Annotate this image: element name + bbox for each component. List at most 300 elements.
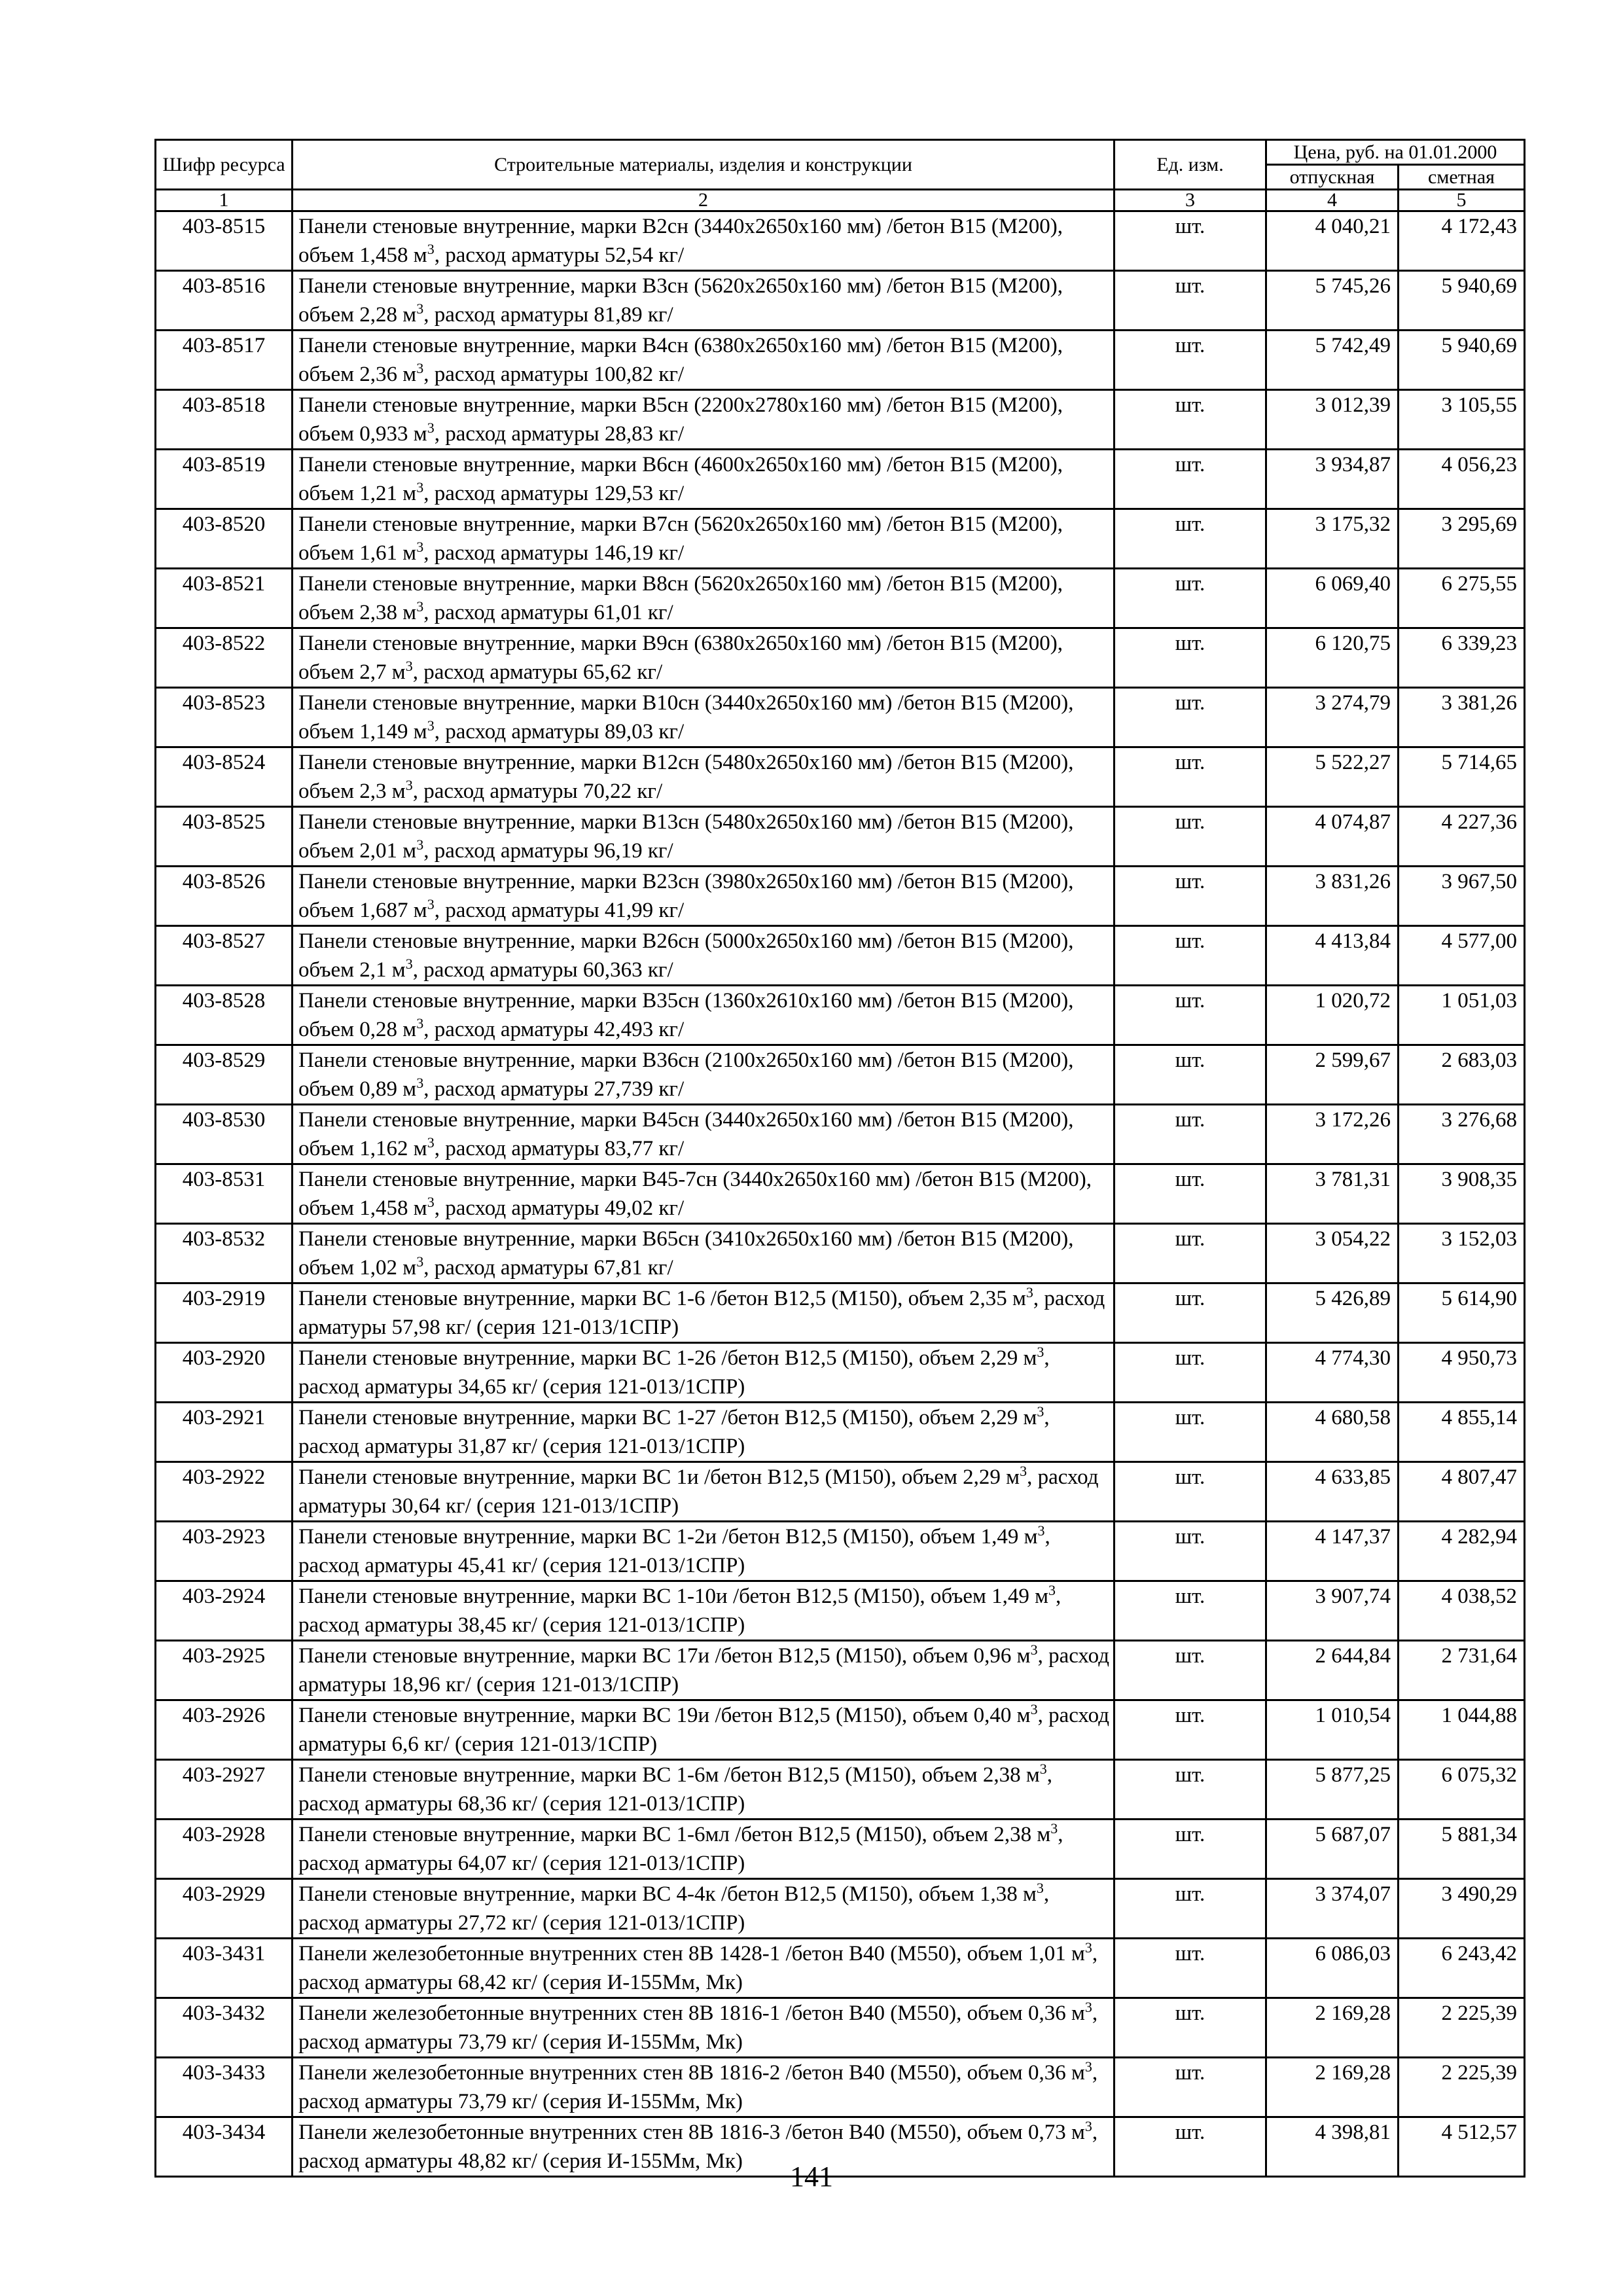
unit-of-measure: шт. [1115,1343,1266,1403]
price-estimate: 5 614,90 [1399,1283,1525,1343]
resource-code: 403-2929 [156,1879,293,1939]
page-number: 141 [790,2161,833,2193]
price-estimate: 3 105,55 [1399,390,1525,450]
material-description [293,331,1115,390]
price-release: 3 054,22 [1266,1224,1399,1283]
cubic-superscript: 3 [1048,1582,1056,1598]
table-row [156,1343,1525,1403]
description-text-tail: , расход арматуры 68,42 кг/ (серия И-155Мм, Мк) [298,1942,1098,1994]
unit-of-measure: шт. [1115,509,1266,569]
cubic-superscript: 3 [416,1253,424,1270]
description-text-tail: , расход арматуры 129,53 кг/ [423,482,685,505]
description-text-tail: , расход арматуры 67,81 кг/ [423,1256,673,1280]
unit-of-measure: шт. [1115,1045,1266,1105]
resource-code: 403-8530 [156,1105,293,1164]
price-estimate: 2 683,03 [1399,1045,1525,1105]
description-text: Панели стеновые внутренние, марки В13сн (5480х2650х160 мм) /бетон В15 (М200), объем 2,01 м [298,810,1074,863]
table-row [156,1820,1525,1879]
resource-code: 403-3432 [156,1998,293,2058]
description-text: Панели стеновые внутренние, марки В23сн (3980х2650х160 мм) /бетон В15 (М200), объем 1,687 м [298,870,1074,922]
resource-code: 403-3431 [156,1939,293,1998]
table-row [156,271,1525,331]
cubic-superscript: 3 [1020,1463,1027,1479]
material-description [293,807,1115,867]
price-estimate: 4 950,73 [1399,1343,1525,1403]
description-text: Панели стеновые внутренние, марки В5сн (2200х2780х160 мм) /бетон В15 (М200), объем 0,933 м [298,393,1063,446]
price-release: 4 398,81 [1266,2117,1399,2177]
table-row [156,807,1525,867]
description-text: Панели стеновые внутренние, марки В7сн (5620х2650х160 мм) /бетон В15 (М200), объем 1,61 м [298,512,1063,565]
cubic-superscript: 3 [405,658,413,674]
resource-code: 403-2922 [156,1462,293,1522]
unit-of-measure: шт. [1115,1403,1266,1462]
material-description [293,1343,1115,1403]
description-text: Панели стеновые внутренние, марки ВС 1-2и /бетон В12,5 (М150), объем 1,49 м [298,1525,1038,1549]
cubic-superscript: 3 [1037,1522,1045,1539]
description-text-tail: , расход арматуры 34,65 кг/ (серия 121-013/1СПР) [298,1346,1050,1399]
description-text: Панели стеновые внутренние, марки В8сн (5620х2650х160 мм) /бетон В15 (М200), объем 2,38 м [298,572,1063,624]
price-estimate: 2 731,64 [1399,1641,1525,1700]
description-text-tail: , расход арматуры 68,36 кг/ (серия 121-013/1СПР) [298,1763,1053,1816]
price-release: 3 374,07 [1266,1879,1399,1939]
price-estimate: 4 056,23 [1399,450,1525,509]
description-text: Панели стеновые внутренние, марки В2сн (3440х2650х160 мм) /бетон В15 (М200), объем 1,458 м [298,215,1063,267]
table-row [156,986,1525,1045]
material-description [293,450,1115,509]
description-text: Панели стеновые внутренние, марки В65сн (3410х2650х160 мм) /бетон В15 (М200), объем 1,02 м [298,1227,1074,1280]
description-text-tail: , расход арматуры 38,45 кг/ (серия 121-013/1СПР) [298,1585,1061,1637]
unit-of-measure: шт. [1115,2117,1266,2177]
description-text: Панели стеновые внутренние, марки ВС 1-10и /бетон В12,5 (М150), объем 1,49 м [298,1585,1049,1608]
description-text-tail: , расход арматуры 57,98 кг/ (серия 121-013/1СПР) [298,1287,1105,1339]
column-number: 2 [293,190,1115,211]
description-text-tail: , расход арматуры 27,72 кг/ (серия 121-013/1СПР) [298,1882,1050,1935]
cubic-superscript: 3 [405,956,413,972]
material-description [293,747,1115,807]
description-text-tail: , расход арматуры 6,6 кг/ (серия 121-013/1СПР) [298,1704,1110,1756]
price-estimate: 2 225,39 [1399,1998,1525,2058]
cubic-superscript: 3 [416,300,424,317]
unit-of-measure: шт. [1115,867,1266,926]
price-estimate: 5 714,65 [1399,747,1525,807]
resource-code: 403-8526 [156,867,293,926]
table-row [156,1105,1525,1164]
table-row [156,331,1525,390]
price-estimate: 3 908,35 [1399,1164,1525,1224]
description-text-tail: , расход арматуры 31,87 кг/ (серия 121-013/1СПР) [298,1406,1050,1458]
table-row [156,688,1525,747]
material-description [293,1403,1115,1462]
price-release: 4 633,85 [1266,1462,1399,1522]
header-price-release: отпускная [1266,165,1399,190]
material-description [293,926,1115,986]
table-row [156,926,1525,986]
resource-code: 403-8524 [156,747,293,807]
cubic-superscript: 3 [1037,1344,1044,1360]
description-text-tail: , расход арматуры 65,62 кг/ [412,660,663,684]
table-row [156,450,1525,509]
price-release: 5 745,26 [1266,271,1399,331]
price-estimate: 3 381,26 [1399,688,1525,747]
cubic-superscript: 3 [427,420,435,436]
unit-of-measure: шт. [1115,1105,1266,1164]
description-text-tail: , расход арматуры 60,363 кг/ [412,958,673,982]
table-body [156,211,1525,2177]
price-release: 3 934,87 [1266,450,1399,509]
description-text: Панели стеновые внутренние, марки ВС 1-27 /бетон В12,5 (М150), объем 2,29 м [298,1406,1037,1429]
unit-of-measure: шт. [1115,390,1266,450]
material-description [293,1641,1115,1700]
material-description [293,390,1115,450]
cubic-superscript: 3 [416,360,424,376]
cubic-superscript: 3 [427,1134,435,1151]
price-estimate: 3 967,50 [1399,867,1525,926]
description-text-tail: , расход арматуры 52,54 кг/ [434,243,685,267]
resource-code: 403-8523 [156,688,293,747]
unit-of-measure: шт. [1115,1641,1266,1700]
description-text-tail: , расход арматуры 42,493 кг/ [423,1018,685,1041]
header-price-estimate: сметная [1399,165,1525,190]
description-text: Панели стеновые внутренние, марки В9сн (6380х2650х160 мм) /бетон В15 (М200), объем 2,7 м [298,632,1063,684]
price-estimate: 4 038,52 [1399,1581,1525,1641]
unit-of-measure: шт. [1115,926,1266,986]
unit-of-measure: шт. [1115,2058,1266,2117]
resource-code: 403-8518 [156,390,293,450]
material-description [293,1164,1115,1224]
resource-code: 403-2919 [156,1283,293,1343]
resource-code: 403-8532 [156,1224,293,1283]
material-description [293,1522,1115,1581]
description-text: Панели стеновые внутренние, марки ВС 4-4к /бетон В12,5 (М150), объем 1,38 м [298,1882,1037,1906]
material-description [293,569,1115,628]
unit-of-measure: шт. [1115,271,1266,331]
resource-code: 403-8531 [156,1164,293,1224]
price-estimate: 3 152,03 [1399,1224,1525,1283]
price-release: 3 012,39 [1266,390,1399,450]
description-text: Панели стеновые внутренние, марки В45сн (3440х2650х160 мм) /бетон В15 (М200), объем 1,162 м [298,1108,1074,1160]
price-release: 3 831,26 [1266,867,1399,926]
description-text: Панели железобетонные внутренних стен 8В 1816-3 /бетон В40 (М550), объем 0,73 м [298,2121,1085,2144]
table-row [156,1164,1525,1224]
resource-code: 403-8522 [156,628,293,688]
cubic-superscript: 3 [1037,1403,1044,1420]
material-description [293,1760,1115,1820]
description-text-tail: , расход арматуры 49,02 кг/ [434,1196,685,1220]
header-name: Строительные материалы, изделия и конструкции [293,140,1115,190]
table-row [156,1581,1525,1641]
unit-of-measure: шт. [1115,1879,1266,1939]
price-release: 3 907,74 [1266,1581,1399,1641]
material-description [293,1045,1115,1105]
unit-of-measure: шт. [1115,1164,1266,1224]
unit-of-measure: шт. [1115,1581,1266,1641]
price-estimate: 4 577,00 [1399,926,1525,986]
price-estimate: 5 940,69 [1399,331,1525,390]
price-release: 3 274,79 [1266,688,1399,747]
price-estimate: 4 512,57 [1399,2117,1525,2177]
price-estimate: 1 051,03 [1399,986,1525,1045]
table-row [156,1879,1525,1939]
description-text-tail: , расход арматуры 45,41 кг/ (серия 121-013/1СПР) [298,1525,1050,1577]
column-number: 4 [1266,190,1399,211]
price-release: 6 120,75 [1266,628,1399,688]
unit-of-measure: шт. [1115,1939,1266,1998]
material-description [293,1462,1115,1522]
description-text-tail: , расход арматуры 73,79 кг/ (серия И-155Мм, Мк) [298,2061,1098,2113]
cubic-superscript: 3 [1084,1999,1092,2015]
cubic-superscript: 3 [1030,1641,1038,1658]
price-release: 2 644,84 [1266,1641,1399,1700]
unit-of-measure: шт. [1115,1820,1266,1879]
material-description [293,1879,1115,1939]
unit-of-measure: шт. [1115,1700,1266,1760]
description-text-tail: , расход арматуры 41,99 кг/ [434,899,685,922]
material-description [293,1700,1115,1760]
price-release: 5 522,27 [1266,747,1399,807]
price-release: 4 147,37 [1266,1522,1399,1581]
price-estimate: 3 276,68 [1399,1105,1525,1164]
material-description [293,211,1115,271]
price-release: 1 020,72 [1266,986,1399,1045]
unit-of-measure: шт. [1115,688,1266,747]
table-row [156,867,1525,926]
table-row [156,1700,1525,1760]
unit-of-measure: шт. [1115,1522,1266,1581]
material-description [293,271,1115,331]
description-text-tail: , расход арматуры 81,89 кг/ [423,303,673,327]
price-estimate: 6 243,42 [1399,1939,1525,1998]
description-text-tail: , расход арматуры 61,01 кг/ [423,601,673,624]
table-row [156,1641,1525,1700]
material-description [293,1105,1115,1164]
price-estimate: 2 225,39 [1399,2058,1525,2117]
price-release: 5 426,89 [1266,1283,1399,1343]
resource-code: 403-2920 [156,1343,293,1403]
price-estimate: 5 881,34 [1399,1820,1525,1879]
description-text: Панели стеновые внутренние, марки В3сн (5620х2650х160 мм) /бетон В15 (М200), объем 2,28 м [298,274,1063,327]
price-release: 1 010,54 [1266,1700,1399,1760]
header-price-group: Цена, руб. на 01.01.2000 [1266,140,1525,165]
description-text: Панели железобетонные внутренних стен 8В 1428-1 /бетон В40 (М550), объем 1,01 м [298,1942,1085,1965]
material-description [293,867,1115,926]
price-sheet [154,139,1524,2178]
header-unit: Ед. изм. [1115,140,1266,190]
price-estimate: 4 282,94 [1399,1522,1525,1581]
price-release: 4 040,21 [1266,211,1399,271]
table-row [156,1522,1525,1581]
cubic-superscript: 3 [1050,1820,1058,1837]
price-release: 5 877,25 [1266,1760,1399,1820]
price-release: 2 169,28 [1266,2058,1399,2117]
resource-code: 403-8520 [156,509,293,569]
description-text-tail: , расход арматуры 30,64 кг/ (серия 121-013/1СПР) [298,1465,1099,1518]
material-description [293,509,1115,569]
description-text: Панели стеновые внутренние, марки ВС 1-6 /бетон В12,5 (М150), объем 2,35 м [298,1287,1026,1310]
description-text-tail: , расход арматуры 146,19 кг/ [423,541,685,565]
price-release: 6 069,40 [1266,569,1399,628]
unit-of-measure: шт. [1115,450,1266,509]
description-text: Панели стеновые внутренние, марки ВС 1-26 /бетон В12,5 (М150), объем 2,29 м [298,1346,1037,1370]
resource-code: 403-2924 [156,1581,293,1641]
unit-of-measure: шт. [1115,747,1266,807]
price-estimate: 4 855,14 [1399,1403,1525,1462]
unit-of-measure: шт. [1115,1998,1266,2058]
material-description [293,1581,1115,1641]
table-row [156,1939,1525,1998]
cubic-superscript: 3 [416,1015,424,1031]
description-text-tail: , расход арматуры 83,77 кг/ [434,1137,685,1160]
description-text: Панели железобетонные внутренних стен 8В 1816-2 /бетон В40 (М550), объем 0,36 м [298,2061,1085,2085]
resource-code: 403-8528 [156,986,293,1045]
unit-of-measure: шт. [1115,211,1266,271]
table-row [156,1998,1525,2058]
price-estimate: 4 807,47 [1399,1462,1525,1522]
price-release: 6 086,03 [1266,1939,1399,1998]
table-row [156,569,1525,628]
cubic-superscript: 3 [416,836,424,853]
price-release: 3 175,32 [1266,509,1399,569]
description-text: Панели железобетонные внутренних стен 8В 1816-1 /бетон В40 (М550), объем 0,36 м [298,2001,1085,2025]
description-text-tail: , расход арматуры 70,22 кг/ [412,780,663,803]
resource-code: 403-3433 [156,2058,293,2117]
resource-code: 403-8515 [156,211,293,271]
resource-code: 403-8517 [156,331,293,390]
resource-code: 403-2927 [156,1760,293,1820]
price-estimate: 3 490,29 [1399,1879,1525,1939]
resource-code: 403-2928 [156,1820,293,1879]
material-description [293,2058,1115,2117]
cubic-superscript: 3 [1036,1880,1044,1896]
resource-code: 403-2923 [156,1522,293,1581]
cubic-superscript: 3 [416,1075,424,1091]
materials-price-table [154,139,1525,2178]
table-row [156,2058,1525,2117]
resource-code: 403-3434 [156,2117,293,2177]
description-text: Панели стеновые внутренние, марки ВС 1-6мл /бетон В12,5 (М150), объем 2,38 м [298,1823,1051,1846]
cubic-superscript: 3 [416,479,424,495]
cubic-superscript: 3 [427,896,435,912]
unit-of-measure: шт. [1115,807,1266,867]
table-row [156,1760,1525,1820]
description-text: Панели стеновые внутренние, марки ВС 1и /бетон В12,5 (М150), объем 2,29 м [298,1465,1020,1489]
unit-of-measure: шт. [1115,331,1266,390]
cubic-superscript: 3 [405,777,413,793]
price-estimate: 3 295,69 [1399,509,1525,569]
description-text: Панели стеновые внутренние, марки ВС 19и /бетон В12,5 (М150), объем 0,40 м [298,1704,1031,1727]
resource-code: 403-8519 [156,450,293,509]
material-description [293,688,1115,747]
description-text-tail: , расход арматуры 96,19 кг/ [423,839,673,863]
price-release: 4 774,30 [1266,1343,1399,1403]
material-description [293,1998,1115,2058]
description-text-tail: , расход арматуры 100,82 кг/ [423,363,685,386]
table-row [156,628,1525,688]
resource-code: 403-8529 [156,1045,293,1105]
table-row [156,390,1525,450]
price-estimate: 5 940,69 [1399,271,1525,331]
resource-code: 403-8525 [156,807,293,867]
resource-code: 403-2926 [156,1700,293,1760]
price-estimate: 6 075,32 [1399,1760,1525,1820]
description-text: Панели стеновые внутренние, марки В10сн (3440х2650х160 мм) /бетон В15 (М200), объем 1,149 м [298,691,1074,744]
material-description [293,1283,1115,1343]
price-estimate: 6 275,55 [1399,569,1525,628]
unit-of-measure: шт. [1115,1760,1266,1820]
material-description [293,628,1115,688]
table-row [156,1045,1525,1105]
price-estimate: 4 227,36 [1399,807,1525,867]
table-row [156,1462,1525,1522]
table-row [156,1283,1525,1343]
price-estimate: 1 044,88 [1399,1700,1525,1760]
price-release: 4 074,87 [1266,807,1399,867]
cubic-superscript: 3 [416,539,424,555]
resource-code: 403-2925 [156,1641,293,1700]
resource-code: 403-8516 [156,271,293,331]
resource-code: 403-2921 [156,1403,293,1462]
table-row [156,1224,1525,1283]
column-number: 5 [1399,190,1525,211]
resource-code: 403-8527 [156,926,293,986]
cubic-superscript: 3 [1039,1761,1047,1777]
price-release: 5 742,49 [1266,331,1399,390]
table-row [156,211,1525,271]
price-release: 2 169,28 [1266,1998,1399,2058]
price-estimate: 6 339,23 [1399,628,1525,688]
table-row [156,747,1525,807]
header-code: Шифр ресурса [156,140,293,190]
cubic-superscript: 3 [1084,2058,1092,2075]
material-description [293,1224,1115,1283]
description-text-tail: , расход арматуры 73,79 кг/ (серия И-155Мм, Мк) [298,2001,1098,2054]
price-release: 3 172,26 [1266,1105,1399,1164]
unit-of-measure: шт. [1115,628,1266,688]
cubic-superscript: 3 [1030,1701,1038,1717]
cubic-superscript: 3 [1084,2118,1092,2134]
price-release: 2 599,67 [1266,1045,1399,1105]
unit-of-measure: шт. [1115,1224,1266,1283]
description-text: Панели стеновые внутренние, марки ВС 17и /бетон В12,5 (М150), объем 0,96 м [298,1644,1031,1668]
description-text-tail: , расход арматуры 18,96 кг/ (серия 121-013/1СПР) [298,1644,1110,1696]
unit-of-measure: шт. [1115,569,1266,628]
column-number: 1 [156,190,293,211]
description-text-tail: , расход арматуры 48,82 кг/ (серия И-155Мм, Мк) [298,2121,1098,2173]
cubic-superscript: 3 [427,241,435,257]
material-description [293,986,1115,1045]
description-text-tail: , расход арматуры 28,83 кг/ [434,422,685,446]
column-number: 3 [1115,190,1266,211]
description-text: Панели стеновые внутренние, марки В4сн (6380х2650х160 мм) /бетон В15 (М200), объем 2,36 м [298,334,1063,386]
cubic-superscript: 3 [427,717,435,734]
material-description [293,1820,1115,1879]
cubic-superscript: 3 [1026,1284,1033,1300]
price-release: 3 781,31 [1266,1164,1399,1224]
description-text-tail: , расход арматуры 89,03 кг/ [434,720,685,744]
description-text: Панели стеновые внутренние, марки В12сн (5480х2650х160 мм) /бетон В15 (М200), объем 2,3 м [298,751,1074,803]
description-text-tail: , расход арматуры 27,739 кг/ [423,1077,685,1101]
cubic-superscript: 3 [1084,1939,1092,1956]
table-row [156,509,1525,569]
description-text: Панели стеновые внутренние, марки В35сн (1360х2610х160 мм) /бетон В15 (М200), объем 0,28 м [298,989,1074,1041]
description-text-tail: , расход арматуры 64,07 кг/ (серия 121-013/1СПР) [298,1823,1063,1875]
price-release: 4 413,84 [1266,926,1399,986]
price-release: 4 680,58 [1266,1403,1399,1462]
cubic-superscript: 3 [427,1194,435,1210]
unit-of-measure: шт. [1115,1283,1266,1343]
description-text: Панели стеновые внутренние, марки В36сн (2100х2650х160 мм) /бетон В15 (М200), объем 0,89 м [298,1049,1074,1101]
description-text: Панели стеновые внутренние, марки ВС 1-6м /бетон В12,5 (М150), объем 2,38 м [298,1763,1040,1787]
cubic-superscript: 3 [416,598,424,615]
